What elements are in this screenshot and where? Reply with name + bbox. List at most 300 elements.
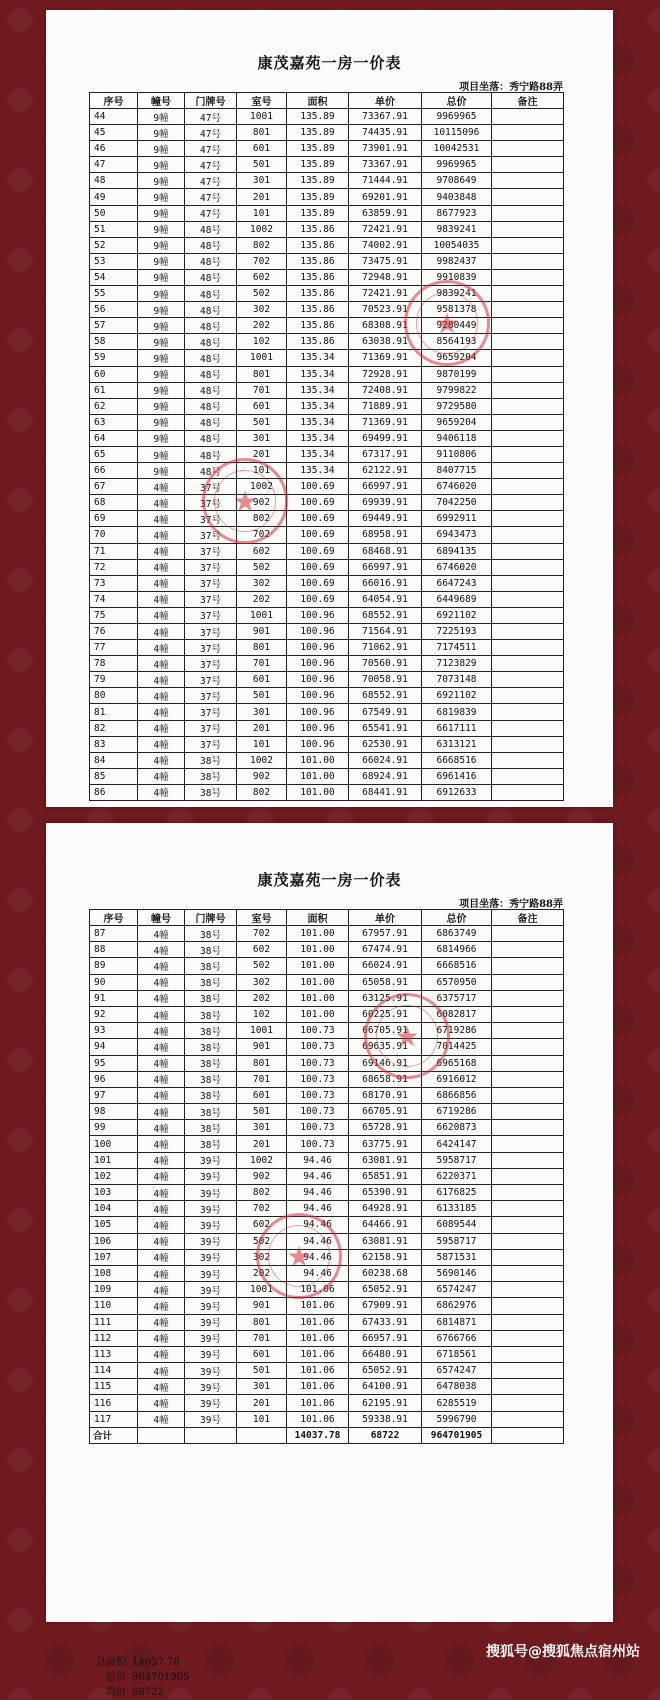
table-cell: 501 bbox=[237, 688, 287, 704]
table-cell: 83 bbox=[90, 736, 138, 752]
table-cell: 101.06 bbox=[287, 1363, 349, 1379]
table-row bbox=[90, 1168, 564, 1184]
table-cell: 6746020 bbox=[422, 479, 492, 495]
table-cell bbox=[492, 1039, 564, 1055]
table-cell: 94.46 bbox=[287, 1249, 349, 1265]
table-cell bbox=[492, 974, 564, 990]
table-cell: 106 bbox=[90, 1233, 138, 1249]
table-cell: 6719286 bbox=[422, 1104, 492, 1120]
table-cell: 6176825 bbox=[422, 1185, 492, 1201]
table-cell: 702 bbox=[237, 527, 287, 543]
table-cell: 94.46 bbox=[287, 1185, 349, 1201]
table-row bbox=[90, 1136, 564, 1152]
table-row bbox=[90, 382, 564, 398]
table-cell: 9幢 bbox=[138, 205, 185, 221]
table-cell: 104 bbox=[90, 1201, 138, 1217]
table-cell bbox=[492, 1168, 564, 1184]
table-row bbox=[90, 1330, 564, 1346]
table-cell bbox=[492, 157, 564, 173]
table-cell: 6866856 bbox=[422, 1087, 492, 1103]
table-cell: 135.34 bbox=[287, 463, 349, 479]
table-row bbox=[90, 495, 564, 511]
table-cell: 66997.91 bbox=[349, 559, 422, 575]
table-cell: 6668516 bbox=[422, 752, 492, 768]
table-cell: 64054.91 bbox=[349, 591, 422, 607]
table-row bbox=[90, 237, 564, 253]
table-row bbox=[90, 205, 564, 221]
table-cell: 101.06 bbox=[287, 1346, 349, 1362]
table-row bbox=[90, 591, 564, 607]
table-cell: 9幢 bbox=[138, 141, 185, 157]
table-cell: 39号 bbox=[185, 1152, 237, 1168]
table-cell: 135.86 bbox=[287, 221, 349, 237]
column-header: 面积 bbox=[287, 93, 349, 109]
table-cell: 48号 bbox=[185, 253, 237, 269]
table-cell: 4幢 bbox=[138, 559, 185, 575]
table-cell: 69499.91 bbox=[349, 430, 422, 446]
table-cell: 135.89 bbox=[287, 109, 349, 125]
table-cell: 48 bbox=[90, 173, 138, 189]
table-cell: 101 bbox=[237, 736, 287, 752]
table-row bbox=[90, 926, 564, 942]
table-cell: 64100.91 bbox=[349, 1379, 422, 1395]
table-cell: 39号 bbox=[185, 1411, 237, 1427]
table-cell: 100.73 bbox=[287, 1087, 349, 1103]
table-cell: 6916012 bbox=[422, 1071, 492, 1087]
table-cell: 9幢 bbox=[138, 463, 185, 479]
table-cell: 63081.91 bbox=[349, 1233, 422, 1249]
table-cell: 74 bbox=[90, 591, 138, 607]
table-cell: 100.96 bbox=[287, 672, 349, 688]
column-header: 门牌号 bbox=[185, 93, 237, 109]
table-cell: 67433.91 bbox=[349, 1314, 422, 1330]
table-cell bbox=[492, 1282, 564, 1298]
table-row bbox=[90, 430, 564, 446]
table-cell: 68468.91 bbox=[349, 543, 422, 559]
table-cell: 9幢 bbox=[138, 189, 185, 205]
table-cell: 39号 bbox=[185, 1314, 237, 1330]
table-row bbox=[90, 366, 564, 382]
table-cell: 4幢 bbox=[138, 1201, 185, 1217]
table-cell: 37号 bbox=[185, 511, 237, 527]
table-cell: 135.86 bbox=[287, 318, 349, 334]
table-cell: 48号 bbox=[185, 334, 237, 350]
table-cell bbox=[492, 173, 564, 189]
table-cell: 94 bbox=[90, 1039, 138, 1055]
table-cell: 100.96 bbox=[287, 688, 349, 704]
table-cell: 94.46 bbox=[287, 1152, 349, 1168]
table-cell: 101.00 bbox=[287, 990, 349, 1006]
table-cell: 73367.91 bbox=[349, 157, 422, 173]
table-cell: 47号 bbox=[185, 125, 237, 141]
table-cell bbox=[492, 720, 564, 736]
table-cell: 1001 bbox=[237, 109, 287, 125]
project-location: 项目坐落：秀宁路88弄 bbox=[459, 899, 563, 910]
table-cell: 702 bbox=[237, 926, 287, 942]
total-cell: 964701905 bbox=[422, 1427, 492, 1443]
table-cell: 202 bbox=[237, 591, 287, 607]
table-cell: 38号 bbox=[185, 1023, 237, 1039]
summary-label: 总面积 bbox=[96, 1657, 126, 1668]
table-cell: 602 bbox=[237, 942, 287, 958]
table-cell bbox=[492, 1217, 564, 1233]
table-cell: 4幢 bbox=[138, 974, 185, 990]
price-table bbox=[89, 92, 564, 801]
table-cell: 502 bbox=[237, 286, 287, 302]
table-cell: 71 bbox=[90, 543, 138, 559]
table-cell: 9406118 bbox=[422, 430, 492, 446]
table-cell: 302 bbox=[237, 302, 287, 318]
table-cell: 62122.91 bbox=[349, 463, 422, 479]
table-cell: 73367.91 bbox=[349, 109, 422, 125]
table-cell: 135.89 bbox=[287, 141, 349, 157]
table-cell: 9982437 bbox=[422, 253, 492, 269]
table-cell bbox=[492, 1265, 564, 1281]
table-row bbox=[90, 511, 564, 527]
table-cell: 93 bbox=[90, 1023, 138, 1039]
table-cell: 6718561 bbox=[422, 1346, 492, 1362]
table-cell: 74002.91 bbox=[349, 237, 422, 253]
table-cell: 91 bbox=[90, 990, 138, 1006]
table-cell: 100.69 bbox=[287, 511, 349, 527]
table-cell: 52 bbox=[90, 237, 138, 253]
table-cell: 7014425 bbox=[422, 1039, 492, 1055]
table-cell: 8564193 bbox=[422, 334, 492, 350]
table-row bbox=[90, 1282, 564, 1298]
table-cell: 75 bbox=[90, 607, 138, 623]
table-cell: 39号 bbox=[185, 1346, 237, 1362]
table-cell: 37号 bbox=[185, 559, 237, 575]
table-cell: 6992911 bbox=[422, 511, 492, 527]
table-cell: 6863749 bbox=[422, 926, 492, 942]
table-row bbox=[90, 479, 564, 495]
table-cell: 4幢 bbox=[138, 1104, 185, 1120]
table-cell: 6089544 bbox=[422, 1217, 492, 1233]
table-cell: 62195.91 bbox=[349, 1395, 422, 1411]
table-cell: 9幢 bbox=[138, 398, 185, 414]
table-cell: 101.00 bbox=[287, 768, 349, 784]
table-cell: 4幢 bbox=[138, 958, 185, 974]
table-cell: 100.96 bbox=[287, 704, 349, 720]
table-cell: 135.34 bbox=[287, 398, 349, 414]
table-cell bbox=[492, 269, 564, 285]
table-cell: 63081.91 bbox=[349, 1152, 422, 1168]
table-cell: 101 bbox=[237, 463, 287, 479]
table-cell: 6424147 bbox=[422, 1136, 492, 1152]
table-cell: 6478038 bbox=[422, 1379, 492, 1395]
table-cell: 6766766 bbox=[422, 1330, 492, 1346]
table-cell: 5871531 bbox=[422, 1249, 492, 1265]
table-row bbox=[90, 350, 564, 366]
table-cell: 4幢 bbox=[138, 1185, 185, 1201]
table-cell: 9幢 bbox=[138, 157, 185, 173]
table-cell: 9581378 bbox=[422, 302, 492, 318]
table-cell: 101 bbox=[237, 205, 287, 221]
table-cell: 60238.68 bbox=[349, 1265, 422, 1281]
table-cell: 38号 bbox=[185, 990, 237, 1006]
table-cell: 48号 bbox=[185, 286, 237, 302]
column-header: 幢号 bbox=[138, 93, 185, 109]
table-cell: 39号 bbox=[185, 1330, 237, 1346]
table-cell bbox=[492, 672, 564, 688]
table-cell: 87 bbox=[90, 926, 138, 942]
table-cell: 48号 bbox=[185, 221, 237, 237]
table-cell: 55 bbox=[90, 286, 138, 302]
table-cell: 135.86 bbox=[287, 269, 349, 285]
table-cell: 73901.91 bbox=[349, 141, 422, 157]
table-cell: 6620873 bbox=[422, 1120, 492, 1136]
table-cell: 65541.91 bbox=[349, 720, 422, 736]
table-cell: 72408.91 bbox=[349, 382, 422, 398]
table-row bbox=[90, 286, 564, 302]
table-cell: 69449.91 bbox=[349, 511, 422, 527]
table-cell: 38号 bbox=[185, 958, 237, 974]
table-cell: 100.73 bbox=[287, 1104, 349, 1120]
table-cell: 801 bbox=[237, 1055, 287, 1071]
table-cell: 70 bbox=[90, 527, 138, 543]
table-cell: 48号 bbox=[185, 302, 237, 318]
table-cell: 72421.91 bbox=[349, 286, 422, 302]
table-cell: 4幢 bbox=[138, 527, 185, 543]
table-cell: 63125.91 bbox=[349, 990, 422, 1006]
table-cell: 60225.91 bbox=[349, 1006, 422, 1022]
table-cell bbox=[492, 398, 564, 414]
table-cell: 4幢 bbox=[138, 1152, 185, 1168]
table-cell: 602 bbox=[237, 543, 287, 559]
table-cell bbox=[492, 125, 564, 141]
table-cell: 201 bbox=[237, 1136, 287, 1152]
table-cell: 48号 bbox=[185, 463, 237, 479]
table-cell: 101.00 bbox=[287, 974, 349, 990]
table-cell: 39号 bbox=[185, 1363, 237, 1379]
table-cell: 65728.91 bbox=[349, 1120, 422, 1136]
table-row bbox=[90, 1201, 564, 1217]
column-header: 幢号 bbox=[138, 910, 185, 926]
table-cell: 100.73 bbox=[287, 1039, 349, 1055]
table-cell: 47号 bbox=[185, 173, 237, 189]
table-cell: 37号 bbox=[185, 704, 237, 720]
table-cell: 202 bbox=[237, 990, 287, 1006]
summary-row bbox=[88, 1685, 189, 1700]
table-cell: 102 bbox=[237, 1006, 287, 1022]
table-cell bbox=[492, 1363, 564, 1379]
table-cell: 100.73 bbox=[287, 1071, 349, 1087]
table-cell bbox=[492, 109, 564, 125]
table-cell: 10054035 bbox=[422, 237, 492, 253]
table-cell: 68441.91 bbox=[349, 784, 422, 800]
table-cell: 602 bbox=[237, 1217, 287, 1233]
table-row bbox=[90, 269, 564, 285]
table-cell: 39号 bbox=[185, 1379, 237, 1395]
table-cell: 70560.91 bbox=[349, 656, 422, 672]
table-cell: 4幢 bbox=[138, 1395, 185, 1411]
table-cell: 6647243 bbox=[422, 575, 492, 591]
table-cell: 61 bbox=[90, 382, 138, 398]
table-cell bbox=[492, 575, 564, 591]
table-cell: 53 bbox=[90, 253, 138, 269]
table-cell: 301 bbox=[237, 704, 287, 720]
table-cell: 4幢 bbox=[138, 511, 185, 527]
table-cell bbox=[492, 1152, 564, 1168]
column-header: 序号 bbox=[90, 910, 138, 926]
table-cell: 69 bbox=[90, 511, 138, 527]
table-cell bbox=[492, 1055, 564, 1071]
table-cell: 48号 bbox=[185, 430, 237, 446]
table-cell: 71444.91 bbox=[349, 173, 422, 189]
table-cell: 82 bbox=[90, 720, 138, 736]
table-cell: 9659204 bbox=[422, 414, 492, 430]
table-cell: 100.73 bbox=[287, 1055, 349, 1071]
table-cell: 38号 bbox=[185, 926, 237, 942]
total-cell: 合计 bbox=[90, 1427, 138, 1443]
table-cell: 601 bbox=[237, 1087, 287, 1103]
table-cell: 801 bbox=[237, 125, 287, 141]
table-row bbox=[90, 141, 564, 157]
table-cell bbox=[492, 704, 564, 720]
column-header: 序号 bbox=[90, 93, 138, 109]
table-cell: 66705.91 bbox=[349, 1023, 422, 1039]
table-cell: 4幢 bbox=[138, 495, 185, 511]
table-cell: 4幢 bbox=[138, 1120, 185, 1136]
table-row bbox=[90, 1395, 564, 1411]
table-cell: 1001 bbox=[237, 350, 287, 366]
table-cell: 135.34 bbox=[287, 382, 349, 398]
table-cell: 135.86 bbox=[287, 286, 349, 302]
table-cell: 81 bbox=[90, 704, 138, 720]
table-cell: 66957.91 bbox=[349, 1330, 422, 1346]
table-cell bbox=[492, 446, 564, 462]
table-cell: 4幢 bbox=[138, 640, 185, 656]
table-cell: 801 bbox=[237, 366, 287, 382]
table-cell: 37号 bbox=[185, 720, 237, 736]
table-cell: 69146.91 bbox=[349, 1055, 422, 1071]
table-cell: 48号 bbox=[185, 382, 237, 398]
table-row bbox=[90, 1185, 564, 1201]
table-cell: 4幢 bbox=[138, 479, 185, 495]
table-row bbox=[90, 253, 564, 269]
table-cell: 10115096 bbox=[422, 125, 492, 141]
table-cell: 302 bbox=[237, 1249, 287, 1265]
table-cell: 66705.91 bbox=[349, 1104, 422, 1120]
table-cell: 501 bbox=[237, 414, 287, 430]
table-cell bbox=[492, 414, 564, 430]
table-cell: 100.96 bbox=[287, 624, 349, 640]
table-cell bbox=[492, 495, 564, 511]
table-cell: 902 bbox=[237, 495, 287, 511]
table-cell: 47号 bbox=[185, 109, 237, 125]
table-cell: 902 bbox=[237, 768, 287, 784]
table-cell: 39号 bbox=[185, 1265, 237, 1281]
table-cell: 65390.91 bbox=[349, 1185, 422, 1201]
table-cell bbox=[492, 1411, 564, 1427]
table-cell: 5958717 bbox=[422, 1233, 492, 1249]
table-cell bbox=[492, 958, 564, 974]
table-cell: 9幢 bbox=[138, 382, 185, 398]
table-cell: 4幢 bbox=[138, 1055, 185, 1071]
table-cell bbox=[492, 366, 564, 382]
table-cell: 6574247 bbox=[422, 1282, 492, 1298]
table-cell: 84 bbox=[90, 752, 138, 768]
table-cell: 39号 bbox=[185, 1185, 237, 1201]
table-row bbox=[90, 1071, 564, 1087]
table-cell: 1001 bbox=[237, 1023, 287, 1039]
table-row bbox=[90, 1087, 564, 1103]
table-cell: 6719286 bbox=[422, 1023, 492, 1039]
total-cell bbox=[492, 1427, 564, 1443]
table-cell: 37号 bbox=[185, 543, 237, 559]
table-cell: 63859.91 bbox=[349, 205, 422, 221]
table-row bbox=[90, 414, 564, 430]
table-cell: 94.46 bbox=[287, 1217, 349, 1233]
table-cell: 73475.91 bbox=[349, 253, 422, 269]
table-cell: 201 bbox=[237, 446, 287, 462]
table-cell: 69201.91 bbox=[349, 189, 422, 205]
table-cell: 802 bbox=[237, 237, 287, 253]
table-cell: 80 bbox=[90, 688, 138, 704]
table-cell: 37号 bbox=[185, 640, 237, 656]
table-cell: 4幢 bbox=[138, 1168, 185, 1184]
table-cell: 48号 bbox=[185, 446, 237, 462]
table-cell: 9幢 bbox=[138, 125, 185, 141]
table-cell: 38号 bbox=[185, 1120, 237, 1136]
table-cell: 4幢 bbox=[138, 990, 185, 1006]
table-cell: 4幢 bbox=[138, 736, 185, 752]
table-cell: 4幢 bbox=[138, 688, 185, 704]
table-cell: 4幢 bbox=[138, 1379, 185, 1395]
table-cell: 4幢 bbox=[138, 1136, 185, 1152]
table-row bbox=[90, 1411, 564, 1427]
table-cell: 4幢 bbox=[138, 656, 185, 672]
table-cell: 37号 bbox=[185, 575, 237, 591]
table-cell: 39号 bbox=[185, 1282, 237, 1298]
table-cell: 74435.91 bbox=[349, 125, 422, 141]
table-cell: 47号 bbox=[185, 189, 237, 205]
table-cell: 4幢 bbox=[138, 1314, 185, 1330]
table-cell: 6570950 bbox=[422, 974, 492, 990]
table-cell: 48号 bbox=[185, 269, 237, 285]
column-header: 单价 bbox=[349, 910, 422, 926]
table-cell: 502 bbox=[237, 1233, 287, 1249]
table-cell bbox=[492, 624, 564, 640]
table-cell: 1002 bbox=[237, 479, 287, 495]
table-cell: 702 bbox=[237, 253, 287, 269]
table-row bbox=[90, 334, 564, 350]
table-cell: 7042250 bbox=[422, 495, 492, 511]
table-cell bbox=[492, 543, 564, 559]
table-cell bbox=[492, 141, 564, 157]
table-cell: 6313121 bbox=[422, 736, 492, 752]
table-cell: 6921102 bbox=[422, 607, 492, 623]
table-cell: 101.06 bbox=[287, 1282, 349, 1298]
table-cell bbox=[492, 463, 564, 479]
table-cell: 116 bbox=[90, 1395, 138, 1411]
table-cell: 48号 bbox=[185, 350, 237, 366]
table-cell: 101 bbox=[90, 1152, 138, 1168]
table-cell: 4幢 bbox=[138, 942, 185, 958]
table-cell: 100.96 bbox=[287, 640, 349, 656]
table-cell: 1001 bbox=[237, 607, 287, 623]
summary-value: 68722 bbox=[132, 1687, 164, 1698]
table-row bbox=[90, 221, 564, 237]
table-cell: 113 bbox=[90, 1346, 138, 1362]
table-cell bbox=[492, 736, 564, 752]
table-cell: 7073148 bbox=[422, 672, 492, 688]
table-cell: 67 bbox=[90, 479, 138, 495]
table-cell: 38号 bbox=[185, 1006, 237, 1022]
table-cell: 77 bbox=[90, 640, 138, 656]
table-row bbox=[90, 752, 564, 768]
table-cell bbox=[492, 1136, 564, 1152]
